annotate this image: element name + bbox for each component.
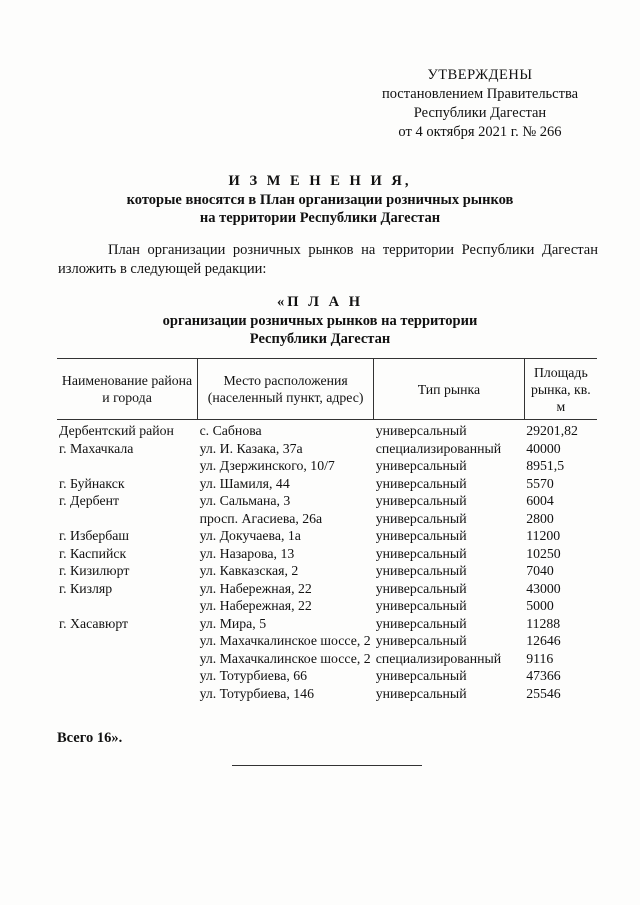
cell-area: 29201,82 (526, 423, 578, 438)
column-header-location: Место расположения (населенный пункт, адрес) (198, 359, 374, 420)
cell-district: г. Каспийск (59, 545, 127, 561)
table-row (57, 597, 597, 615)
cell-location: с. Сабнова (199, 423, 262, 438)
table-row (57, 685, 597, 703)
cell-market-type: универсальный (375, 598, 467, 613)
plan-subtitle: Республики Дагестан (249, 331, 391, 347)
cell-location: ул. Набережная, 22 (199, 580, 312, 596)
table-row (57, 457, 597, 475)
table-row (57, 475, 597, 493)
cell-market-type: универсальный (375, 685, 467, 701)
cell-market-type: универсальный (375, 458, 467, 473)
cell-area: 11288 (526, 615, 561, 631)
approval-date: от 4 октября 2021 г. № 266 (398, 124, 562, 140)
cell-district (57, 510, 198, 528)
cell-market-type: универсальный (375, 563, 467, 578)
total-line: Всего 16». (57, 730, 123, 746)
cell-district: г. Дербент (59, 493, 119, 508)
table-header-row (57, 359, 597, 420)
cell-district: г. Кизляр (59, 580, 113, 596)
cell-market-type: универсальный (375, 475, 467, 491)
plan-heading: «П Л А Н (277, 294, 363, 310)
cell-district: г. Махачкала (59, 440, 134, 456)
cell-area: 5570 (526, 475, 554, 491)
table-row (57, 580, 597, 598)
cell-district (57, 650, 198, 668)
cell-district (57, 667, 198, 685)
cell-market-type: универсальный (375, 633, 467, 648)
cell-location: ул. Дзержинского, 10/7 (199, 458, 335, 473)
cell-area: 11200 (526, 528, 561, 543)
cell-district (57, 597, 198, 615)
column-header-district: Наименование района и города (57, 359, 198, 420)
cell-district: г. Буйнакск (59, 475, 125, 491)
cell-district (57, 632, 198, 650)
table-row (57, 492, 597, 510)
cell-market-type: специализированный (375, 440, 502, 456)
cell-market-type: специализированный (375, 650, 502, 666)
cell-area: 2800 (526, 510, 554, 526)
cell-location: ул. И. Казака, 37а (199, 440, 303, 456)
cell-area: 10250 (526, 545, 561, 561)
cell-district (57, 685, 198, 703)
cell-location: ул. Тотурбиева, 146 (199, 685, 314, 701)
cell-district: г. Избербаш (59, 528, 130, 543)
table-row (57, 510, 597, 528)
cell-market-type: универсальный (375, 580, 467, 596)
cell-market-type: универсальный (375, 615, 467, 631)
table-row (57, 562, 597, 580)
approval-line: постановлением Правительства (381, 86, 579, 102)
cell-district: Дербентский район (59, 423, 174, 438)
closing-rule (232, 765, 422, 766)
approval-stamp (360, 66, 600, 142)
cell-location: ул. Набережная, 22 (199, 598, 312, 613)
cell-market-type: универсальный (375, 545, 467, 561)
cell-area: 40000 (526, 440, 561, 456)
cell-location: ул. Шамиля, 44 (199, 475, 290, 491)
cell-area: 9116 (526, 650, 554, 666)
cell-area: 12646 (526, 633, 561, 648)
table-row (57, 667, 597, 685)
cell-district: г. Кизилюрт (59, 563, 130, 578)
cell-location: ул. Назарова, 13 (199, 545, 295, 561)
cell-location: ул. Мира, 5 (199, 615, 267, 631)
changes-subtitle: которые вносятся в План организации розничных рынков (126, 191, 514, 208)
cell-area: 7040 (526, 563, 554, 578)
cell-area: 5000 (526, 598, 554, 613)
approval-heading: УТВЕРЖДЕНЫ (427, 67, 533, 83)
changes-subtitle: на территории Республики Дагестан (199, 210, 441, 226)
cell-location: ул. Докучаева, 1а (199, 528, 301, 543)
plan-title (40, 293, 600, 349)
intro-paragraph: План организации розничных рынков на территории Республики Дагестан изложить в следующей редакции: (58, 242, 598, 277)
cell-location: ул. Махачкалинское шоссе, 2 (199, 650, 371, 666)
table-row (57, 650, 597, 668)
changes-title (40, 172, 600, 228)
table-row (57, 615, 597, 633)
table-row (57, 632, 597, 650)
table-row (57, 545, 597, 563)
column-header-area: Площадь рынка, кв. м (524, 359, 597, 420)
cell-location: ул. Кавказская, 2 (199, 563, 299, 578)
markets-table (57, 358, 597, 702)
cell-area: 25546 (526, 685, 561, 701)
cell-market-type: универсальный (375, 528, 467, 543)
cell-location: ул. Махачкалинское шоссе, 2 (199, 633, 371, 648)
column-header-market-type: Тип рынка (374, 359, 525, 420)
cell-district: г. Хасавюрт (59, 615, 129, 631)
cell-location: ул. Тотурбиева, 66 (199, 668, 308, 683)
changes-heading: И З М Е Н Е Н И Я, (228, 173, 412, 189)
cell-market-type: универсальный (375, 510, 467, 526)
cell-location: просп. Агасиева, 26а (199, 510, 323, 526)
cell-market-type: универсальный (375, 493, 467, 508)
plan-subtitle: организации розничных рынков на территории (162, 312, 478, 329)
cell-area: 47366 (526, 668, 561, 683)
cell-area: 6004 (526, 493, 554, 508)
table-row (57, 527, 597, 545)
cell-area: 8951,5 (526, 458, 565, 473)
cell-market-type: универсальный (375, 423, 467, 438)
cell-market-type: универсальный (375, 668, 467, 683)
cell-location: ул. Сальмана, 3 (199, 493, 291, 508)
table-row (57, 440, 597, 458)
cell-area: 43000 (526, 580, 561, 596)
table-row (57, 420, 597, 440)
cell-district (57, 457, 198, 475)
approval-line: Республики Дагестан (413, 105, 547, 121)
